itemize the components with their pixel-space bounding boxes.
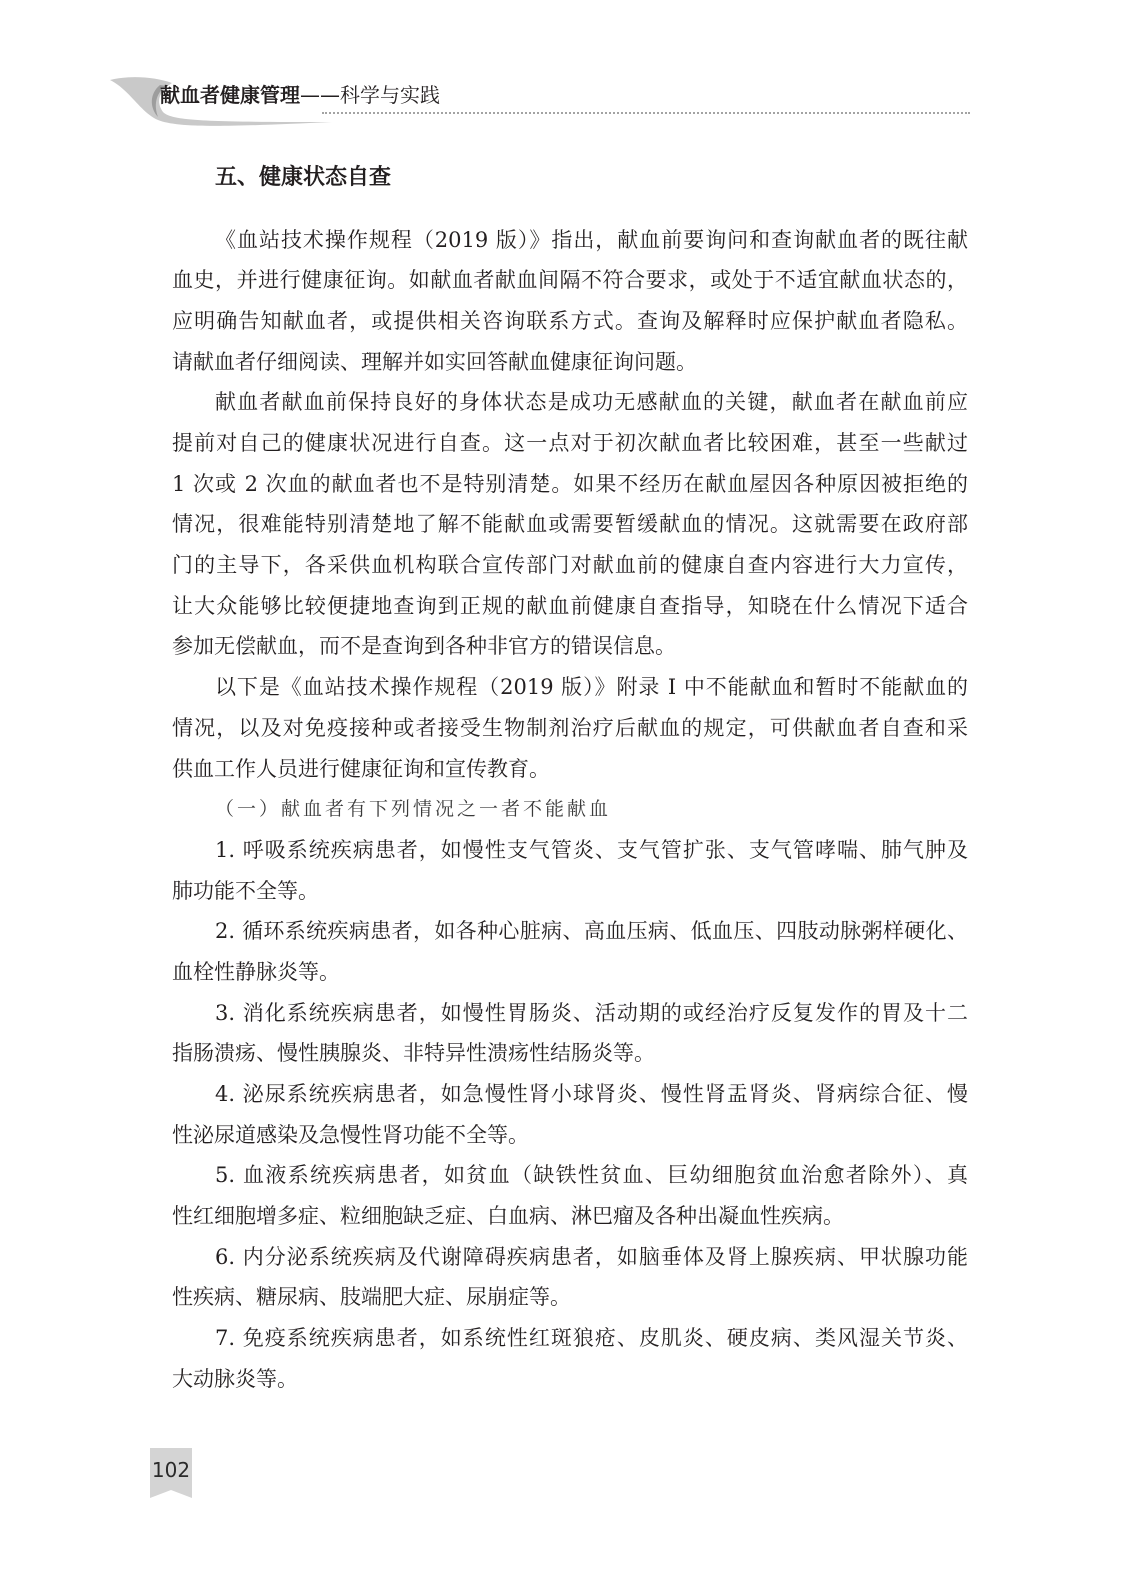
text-line: 献血者献血前保持良好的身体状态是成功无感献血的关键，献血者在献血前应 [215, 390, 968, 415]
list-item [172, 993, 968, 1074]
text-line: 请献血者仔细阅读、理解并如实回答献血健康征询问题。 [172, 349, 697, 374]
text-line: 大动脉炎等。 [172, 1366, 298, 1391]
text-line: 情况，很难能特别清楚地了解不能献血或需要暂缓献血的情况。这就需要在政府部 [172, 512, 968, 537]
text-line: 《血站技术操作规程（2019 版）》指出，献血前要询问和查询献血者的既往献 [215, 227, 968, 252]
list-item [172, 1237, 968, 1318]
text-line: 血史，并进行健康征询。如献血者献血间隔不符合要求，或处于不适宜献血状态的， [172, 268, 968, 293]
header-dotted-rule [322, 112, 970, 114]
text-line: 4. 泌尿系统疾病患者，如急慢性肾小球肾炎、慢性肾盂肾炎、肾病综合征、慢 [215, 1082, 968, 1107]
running-header-title [160, 80, 440, 110]
paragraph [172, 220, 968, 383]
text-line: 2. 循环系统疾病患者，如各种心脏病、高血压病、低血压、四肢动脉粥样硬化、 [215, 919, 968, 944]
list-item [172, 830, 968, 911]
text-line: 6. 内分泌系统疾病及代谢障碍疾病患者，如脑垂体及肾上腺疾病、甲状腺功能 [215, 1244, 968, 1269]
text-line: 应明确告知献血者，或提供相关咨询联系方式。查询及解释时应保护献血者隐私。 [172, 308, 968, 333]
text-line: 指肠溃疡、慢性胰腺炎、非特异性溃疡性结肠炎等。 [172, 1041, 655, 1066]
list-item [172, 1318, 968, 1399]
text-line: 门的主导下，各采供血机构联合宣传部门对献血前的健康自查内容进行大力宣传， [172, 553, 968, 578]
text-line: 情况，以及对免疫接种或者接受生物制剂治疗后献血的规定，可供献血者自查和采 [172, 715, 968, 740]
text-line: 参加无偿献血，而不是查询到各种非官方的错误信息。 [172, 634, 676, 659]
body-text [172, 220, 968, 1400]
list-item [172, 1074, 968, 1155]
text-line: 肺功能不全等。 [172, 878, 319, 903]
text-line: 性红细胞增多症、粒细胞缺乏症、白血病、淋巴瘤及各种出凝血性疾病。 [172, 1204, 844, 1229]
text-line: 性疾病、糖尿病、肢端肥大症、尿崩症等。 [172, 1285, 571, 1310]
text-line: 提前对自己的健康状况进行自查。这一点对于初次献血者比较困难，甚至一些献过 [172, 431, 968, 456]
text-line: 以下是《血站技术操作规程（2019 版）》附录 I 中不能献血和暂时不能献血的 [215, 675, 968, 700]
list-item [172, 911, 968, 992]
text-line: 3. 消化系统疾病患者，如慢性胃肠炎、活动期的或经治疗反复发作的胃及十二 [215, 1000, 968, 1025]
list-item [172, 1155, 968, 1236]
text-line: 1 次或 2 次血的献血者也不是特别清楚。如果不经历在献血屋因各种原因被拒绝的 [172, 471, 968, 496]
text-line: 血栓性静脉炎等。 [172, 959, 340, 984]
running-header-subtitle: ——科学与实践 [300, 83, 440, 107]
text-line: 性泌尿道感染及急慢性肾功能不全等。 [172, 1122, 529, 1147]
section-heading: 五、健康状态自查 [215, 165, 392, 190]
text-line: 7. 免疫系统疾病患者，如系统性红斑狼疮、皮肌炎、硬皮病、类风湿关节炎、 [215, 1326, 968, 1351]
paragraph [172, 667, 968, 789]
text-line: 1. 呼吸系统疾病患者，如慢性支气管炎、支气管扩张、支气管哮喘、肺气肿及 [215, 837, 968, 862]
running-header-book-title: 献血者健康管理 [160, 83, 300, 107]
text-line: 5. 血液系统疾病患者，如贫血（缺铁性贫血、巨幼细胞贫血治愈者除外）、真 [215, 1163, 968, 1188]
text-line: 让大众能够比较便捷地查询到正规的献血前健康自查指导，知晓在什么情况下适合 [172, 593, 968, 618]
text-line: 供血工作人员进行健康征询和宣传教育。 [172, 756, 550, 781]
page-number: 102 [151, 1458, 191, 1482]
subsection-heading: （一）献血者有下列情况之一者不能献血 [215, 798, 612, 821]
paragraph [172, 382, 968, 667]
